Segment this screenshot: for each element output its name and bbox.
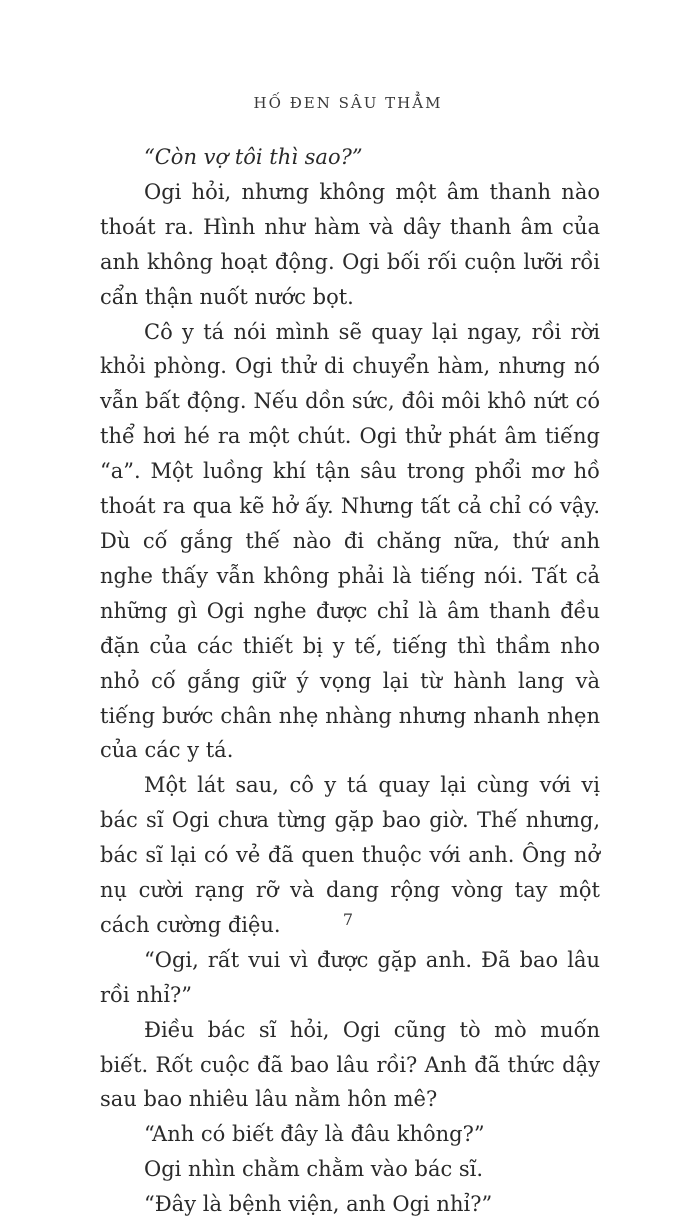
paragraph-3: Cô y tá nói mình sẽ quay lại ngay, rồi rời khỏi phòng. Ogi thử di chuyển hàm, nhưng nó vẫn bất động. Nếu dồn sức, đôi môi khô nứt có thể hơi hé ra một chút. Ogi thử phát âm tiếng “a”. Một luồng khí tận sâu trong phổi mơ hồ thoát ra qua kẽ hở ấy. Nhưng tất cả chỉ có vậy. Dù cố gắng thế nào đi chăng nữa, thứ anh nghe thấy vẫn không phải là tiếng nói. Tất cả những gì Ogi nghe được chỉ là âm thanh đều đặn của các thiết bị y tế, tiếng thì thầm nho nhỏ cố gắng giữ ý vọng lại từ hành lang và tiếng bước chân nhẹ nhàng nhưng nhanh nhẹn của các y tá.	[100, 319, 600, 763]
paragraph-4: Một lát sau, cô y tá quay lại cùng với vị bác sĩ Ogi chưa từng gặp bao giờ. Thế nhưng, bác sĩ lại có vẻ đã quen thuộc với anh. Ông nở nụ cười rạng rỡ và dang rộng vòng tay một cách cường điệu.	[100, 773, 600, 937]
paragraph-9: “Đây là bệnh viện, anh Ogi nhỉ?”	[144, 1192, 493, 1217]
paragraph-2: Ogi hỏi, nhưng không một âm thanh nào thoát ra. Hình như hàm và dây thanh âm của anh không hoạt động. Ogi bối rối cuộn lưỡi rồi cẩn thận nuốt nước bọt.	[100, 179, 600, 309]
paragraph-7: “Anh có biết đây là đâu không?”	[144, 1122, 485, 1147]
page-number: 7	[342, 910, 354, 929]
running-header: HỐ ĐEN SÂU THẲM	[253, 94, 443, 112]
paragraph-6: Điều bác sĩ hỏi, Ogi cũng tò mò muốn biết. Rốt cuộc đã bao lâu rồi? Anh đã thức dậy sau bao nhiêu lâu nằm hôn mê?	[100, 1017, 600, 1112]
paragraph-1: “Còn vợ tôi thì sao?”	[144, 145, 363, 169]
body-text	[100, 140, 600, 1222]
paragraph-5: “Ogi, rất vui vì được gặp anh. Đã bao lâu rồi nhỉ?”	[100, 947, 600, 1007]
paragraph-8: Ogi nhìn chằm chằm vào bác sĩ.	[144, 1157, 484, 1182]
